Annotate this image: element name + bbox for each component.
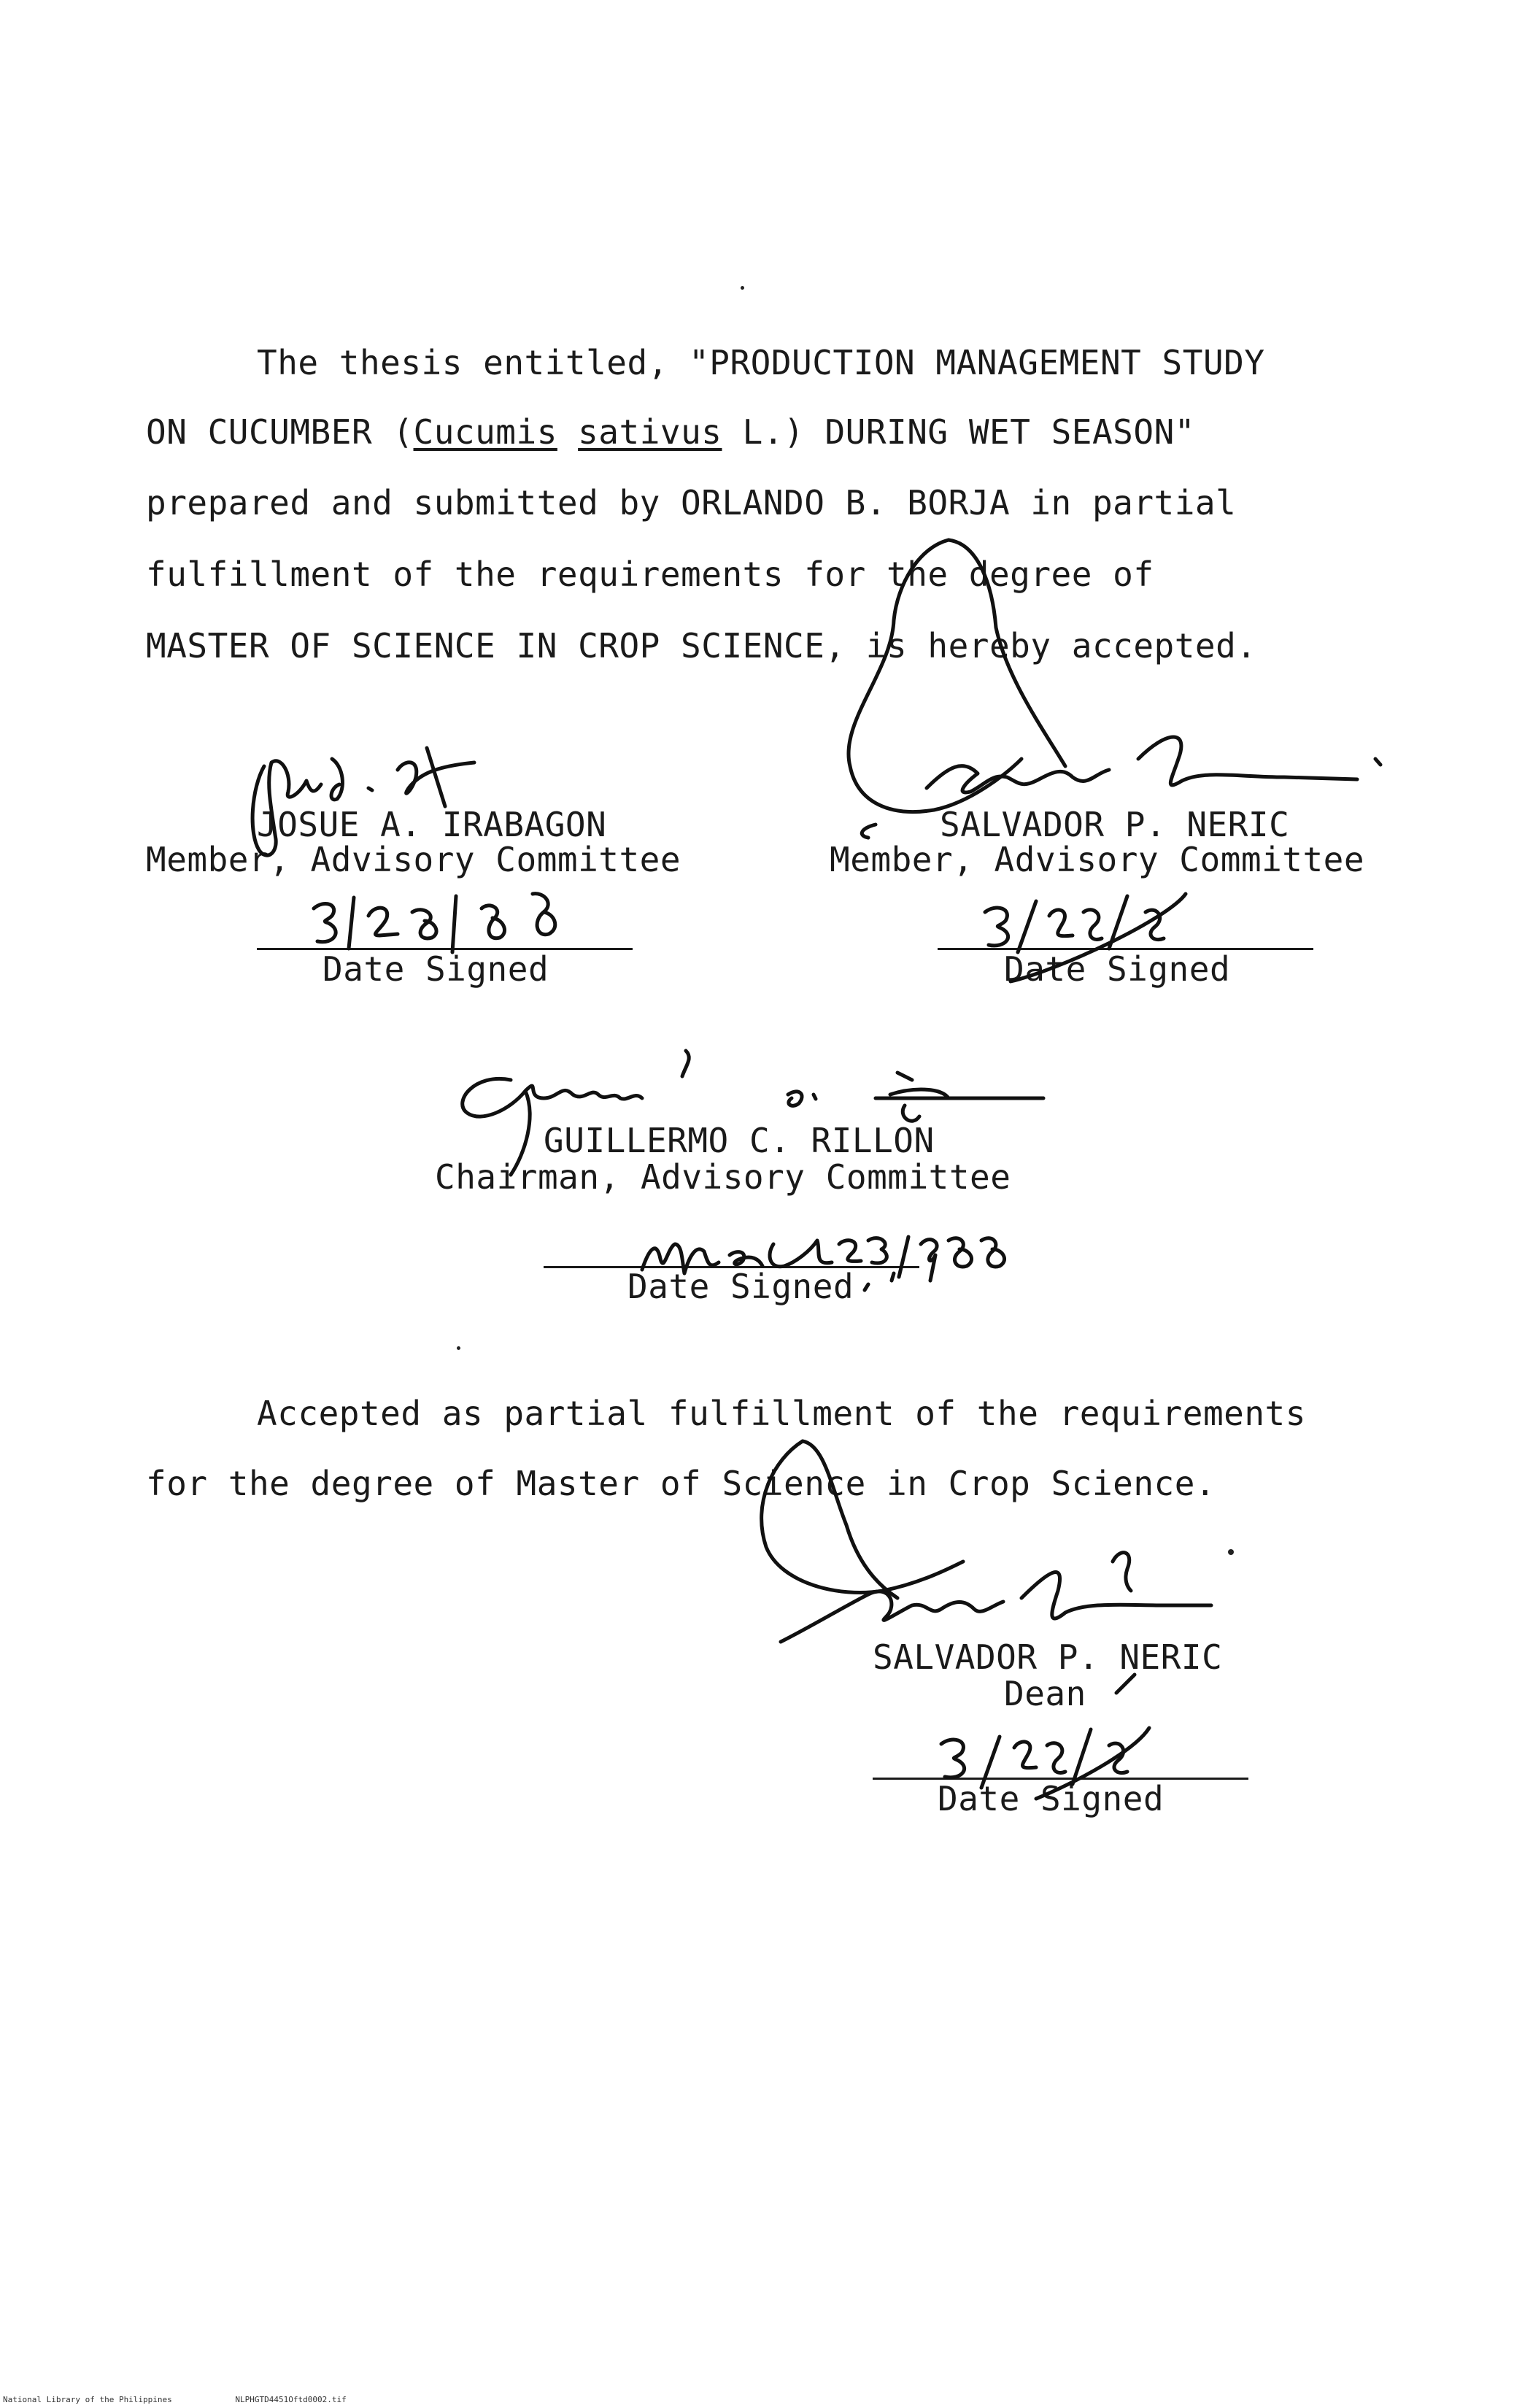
species-name: sativus [578,412,722,452]
chairman-title: Chairman, Advisory Committee [435,1157,1011,1197]
scan-footer [3,2395,405,2404]
acceptance-line-5: MASTER OF SCIENCE IN CROP SCIENCE, is hereby accepted. [146,626,1257,665]
chairman-date-label: Date Signed [627,1267,854,1306]
speck [1228,1549,1234,1555]
dean-date-label: Date Signed [938,1779,1165,1818]
member2-date-label: Date Signed [1004,949,1231,989]
final-acceptance-line-2: for the degree of Master of Science in Crop Science. [146,1464,1216,1503]
chairman-name: GUILLERMO C. RILLON [544,1121,935,1160]
member2-title: Member, Advisory Committee [830,840,1365,879]
member2-name: SALVADOR P. NERIC [940,805,1290,844]
dean-name: SALVADOR P. NERIC [873,1637,1223,1677]
file-name: NLPHGTD4451Oftd0002.tif [235,2395,347,2404]
acceptance-line-1: The thesis entitled, "PRODUCTION MANAGEMENT STUDY [257,343,1265,382]
acceptance-line-2 [146,412,1195,452]
species-space [557,412,578,452]
member1-date-label: Date Signed [323,949,549,989]
member1-name: JOSUE A. IRABAGON [257,805,607,844]
acceptance-line-4: fulfillment of the requirements for the degree of [146,555,1154,594]
genus-name: Cucumis [413,412,557,452]
acceptance-line-3: prepared and submitted by ORLANDO B. BORJA in partial [146,483,1237,522]
dean-title: Dean [1004,1674,1086,1713]
acceptance-line-2-b: L.) DURING WET SEASON" [722,412,1195,452]
speck [741,286,744,290]
speck [457,1346,460,1350]
member1-handwritten-date [314,894,555,952]
acceptance-line-2-a: ON CUCUMBER ( [146,412,414,452]
final-acceptance-line-1: Accepted as partial fulfillment of the requirements [257,1394,1306,1433]
library-credit: National Library of the Philippines [3,2395,172,2404]
member1-title: Member, Advisory Committee [146,840,681,879]
